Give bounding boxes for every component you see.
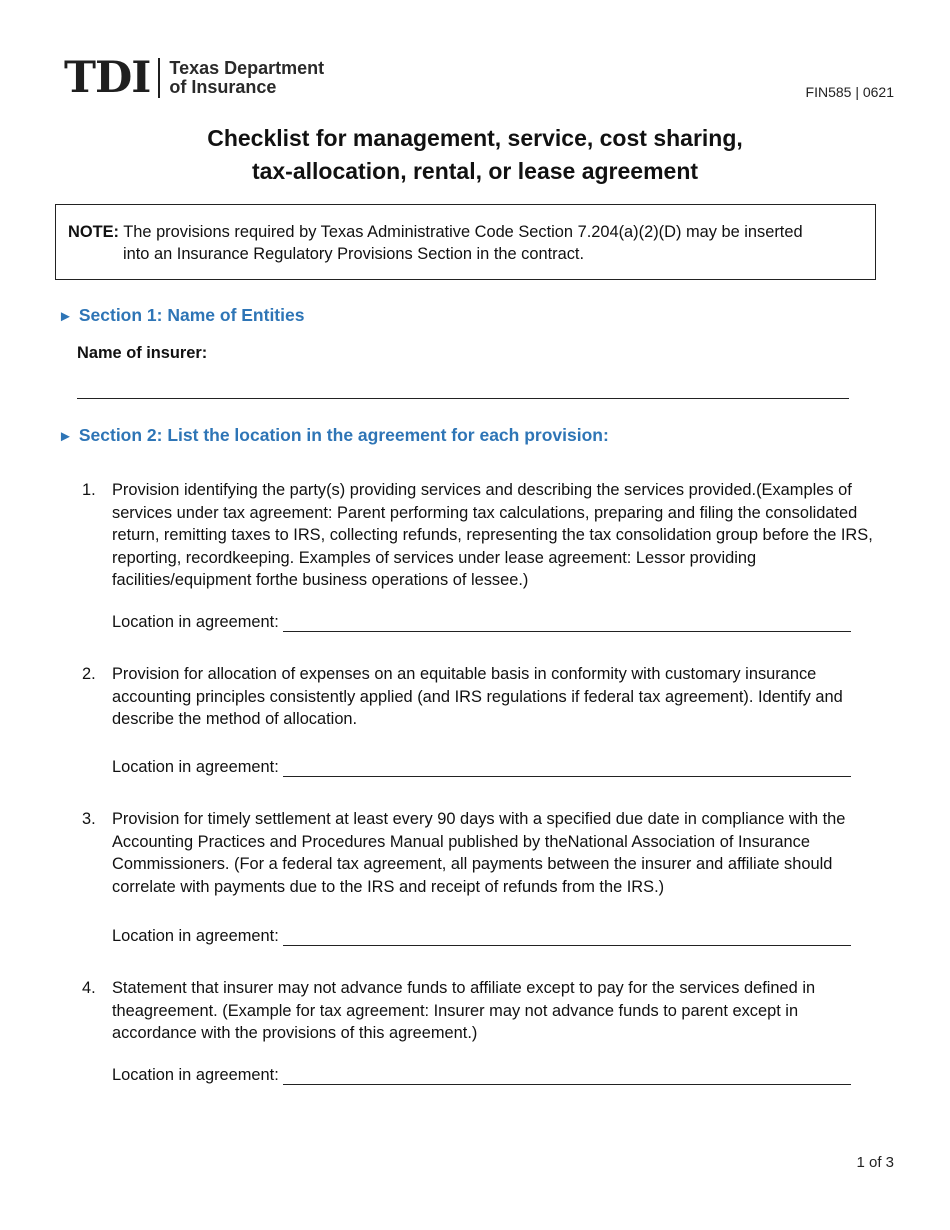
- arrow-right-icon: ►: [58, 308, 73, 325]
- location-label: Location in agreement:: [112, 927, 279, 945]
- note-text-line2: into an Insurance Regulatory Provisions Section in the contract.: [123, 245, 585, 263]
- section2-heading-text: Section 2: List the location in the agreement for each provision:: [78, 425, 609, 445]
- item-text: Statement that insurer may not advance funds to affiliate except to pay for the services defined in theagreement. (Example for tax agreement: Insurer may not advance funds to parent except in accordance with the provisions of this agreement.): [112, 979, 816, 1043]
- note-box: [55, 204, 876, 280]
- item-number: 2.: [82, 665, 96, 683]
- location-field[interactable]: [283, 930, 851, 946]
- arrow-right-icon: ►: [58, 428, 73, 445]
- location-field[interactable]: [283, 616, 851, 632]
- section1-heading-text: Section 1: Name of Entities: [78, 305, 305, 325]
- location-label: Location in agreement:: [112, 1066, 279, 1084]
- item-number: 3.: [82, 810, 96, 828]
- section1-heading: [58, 305, 304, 326]
- location-row: [112, 757, 851, 777]
- tdi-logo: [64, 52, 325, 103]
- note-line1: [68, 221, 803, 243]
- page-number: 1 of 3: [856, 1154, 894, 1171]
- title-line1: Checklist for management, service, cost sharing,: [207, 125, 743, 151]
- logo-divider: [158, 58, 160, 98]
- location-label: Location in agreement:: [112, 758, 279, 776]
- location-field[interactable]: [283, 1069, 851, 1085]
- location-row: [112, 1065, 851, 1085]
- title-line2: tax-allocation, rental, or lease agreement: [251, 158, 699, 184]
- location-row: [112, 926, 851, 946]
- section2-heading: [58, 425, 609, 446]
- insurer-name-field[interactable]: [77, 398, 849, 399]
- location-label: Location in agreement:: [112, 613, 279, 631]
- note-label: NOTE:: [68, 223, 119, 241]
- item-text: Provision for timely settlement at least every 90 days with a specified due date in compliance with the Accounting Practices and Procedures Manual published by theNational Association of Insurance Commissioners. (For a federal tax agreement, all payments between the insurer and affiliate should correlate with payments due to the IRS and receipt of refunds from the IRS.): [112, 810, 846, 896]
- location-field[interactable]: [283, 761, 851, 777]
- item-number: 4.: [82, 979, 96, 997]
- logo-text-line2: of Insurance: [169, 77, 277, 97]
- logo-mark: TDI: [64, 52, 151, 103]
- location-row: [112, 612, 851, 632]
- logo-text: [169, 59, 324, 97]
- page-title: [0, 122, 950, 188]
- item-text: Provision for allocation of expenses on an equitable basis in conformity with customary insurance accounting principles consistently applied (and IRS regulations if federal tax agreement). Identify and describe the method of allocation.: [112, 665, 843, 729]
- form-id: FIN585 | 0621: [805, 84, 894, 100]
- item-text: Provision identifying the party(s) providing services and describing the services provided.(Examples of services under tax agreement: Parent performing tax calculations, preparing and filing the consolidated return, remitting taxes to IRS, collecting refunds, representing the tax consolidation group before the IRS, reporting, recordkeeping. Examples of services under lease agreement: Lessor providing facilities/equipment forthe business operations of lessee.): [112, 481, 873, 590]
- note-text-line1: The provisions required by Texas Administrative Code Section 7.204(a)(2)(D) may be inserted: [123, 223, 803, 241]
- insurer-name-label: Name of insurer:: [77, 344, 208, 362]
- logo-text-line1: Texas Department: [169, 58, 325, 78]
- item-number: 1.: [82, 481, 96, 499]
